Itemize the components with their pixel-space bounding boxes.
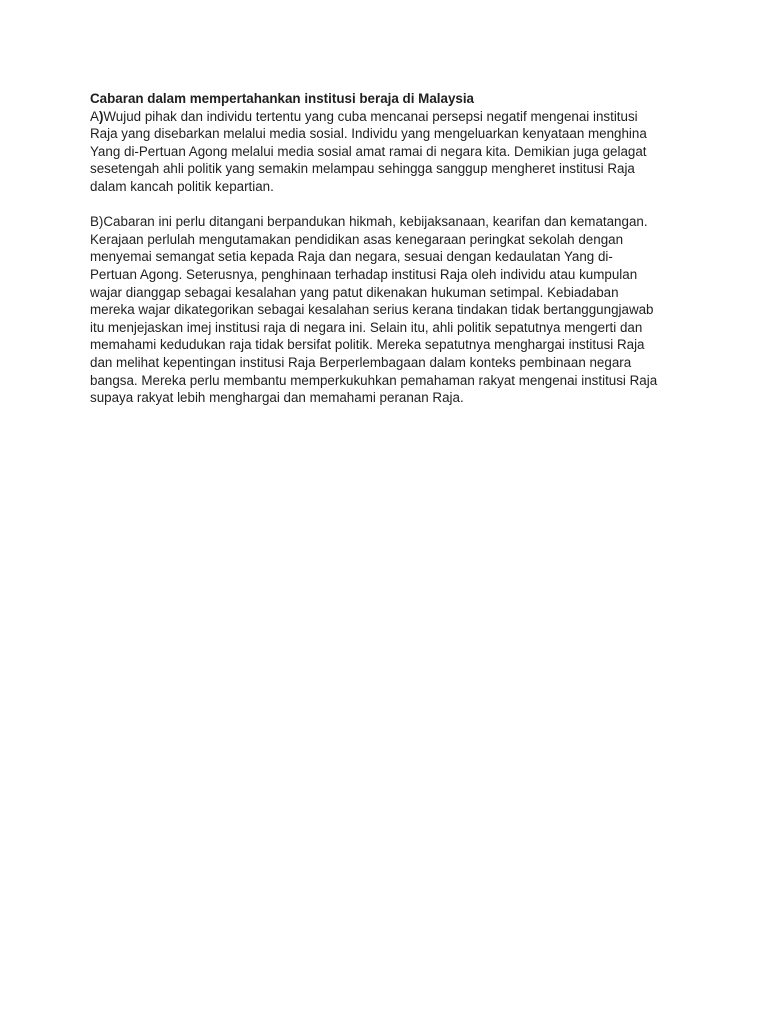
paragraph-b-line: itu menjejaskan imej institusi raja di negara ini. Selain itu, ahli politik sepatutnya mengerti dan <box>90 319 643 335</box>
paragraph-a-line <box>90 108 700 126</box>
paragraph-b-line: menyemai semangat setia kepada Raja dan negara, sesuai dengan kedaulatan Yang di- <box>90 249 613 265</box>
paragraph-b-line: Kerajaan perlulah mengutamakan pendidikan asas kenegaraan peringkat sekolah dengan <box>90 231 624 247</box>
paragraph-b-line: supaya rakyat lebih menghargai dan memahami peranan Raja. <box>90 390 464 406</box>
paragraph-b-line: Pertuan Agong. Seterusnya, penghinaan terhadap institusi Raja oleh individu atau kumpulan <box>90 266 638 282</box>
paragraph-b-line: memahami kedudukan raja tidak bersifat politik. Mereka sepatutnya menghargai institusi Raja <box>90 337 645 353</box>
paragraph-b-line: B)Cabaran ini perlu ditangani berpandukan hikmah, kebijaksanaan, kearifan dan kematangan. <box>90 214 648 230</box>
document-title: Cabaran dalam mempertahankan institusi beraja di Malaysia <box>90 91 475 106</box>
paragraph-a-bracket: ) <box>98 108 104 124</box>
paragraph-b-line: wajar dianggap sebagai kesalahan yang patut dikenakan hukuman setimpal. Kebiadaban <box>90 284 619 300</box>
paragraph-b-line: dan melihat kepentingan institusi Raja Berperlembagaan dalam konteks pembinaan negara <box>90 354 632 370</box>
paragraph-a-line: dalam kancah politik kepartian. <box>90 178 274 194</box>
paragraph-spacer <box>90 196 700 214</box>
paragraph-a-line: sesetengah ahli politik yang semakin melampau sehingga sanggup mengheret institusi Raja <box>90 161 635 177</box>
document-body <box>90 90 700 407</box>
paragraph-a <box>90 108 700 196</box>
paragraph-b-line: bangsa. Mereka perlu membantu memperkukuhkan pemahaman rakyat mengenai institusi Raja <box>90 372 658 388</box>
paragraph-a-line: Raja yang disebarkan melalui media sosial. Individu yang mengeluarkan kenyataan menghina <box>90 126 647 142</box>
paragraph-a-marker: A <box>90 108 99 124</box>
paragraph-a-line-text: Wujud pihak dan individu tertentu yang cuba mencanai persepsi negatif mengenai institusi <box>103 108 638 124</box>
paragraph-a-line: Yang di-Pertuan Agong melalui media sosial amat ramai di negara kita. Demikian juga gelagat <box>90 143 647 159</box>
paragraph-b-line: mereka wajar dikategorikan sebagai kesalahan serius kerana tindakan tidak bertanggungjawab <box>90 302 654 318</box>
paragraph-b <box>90 213 700 407</box>
